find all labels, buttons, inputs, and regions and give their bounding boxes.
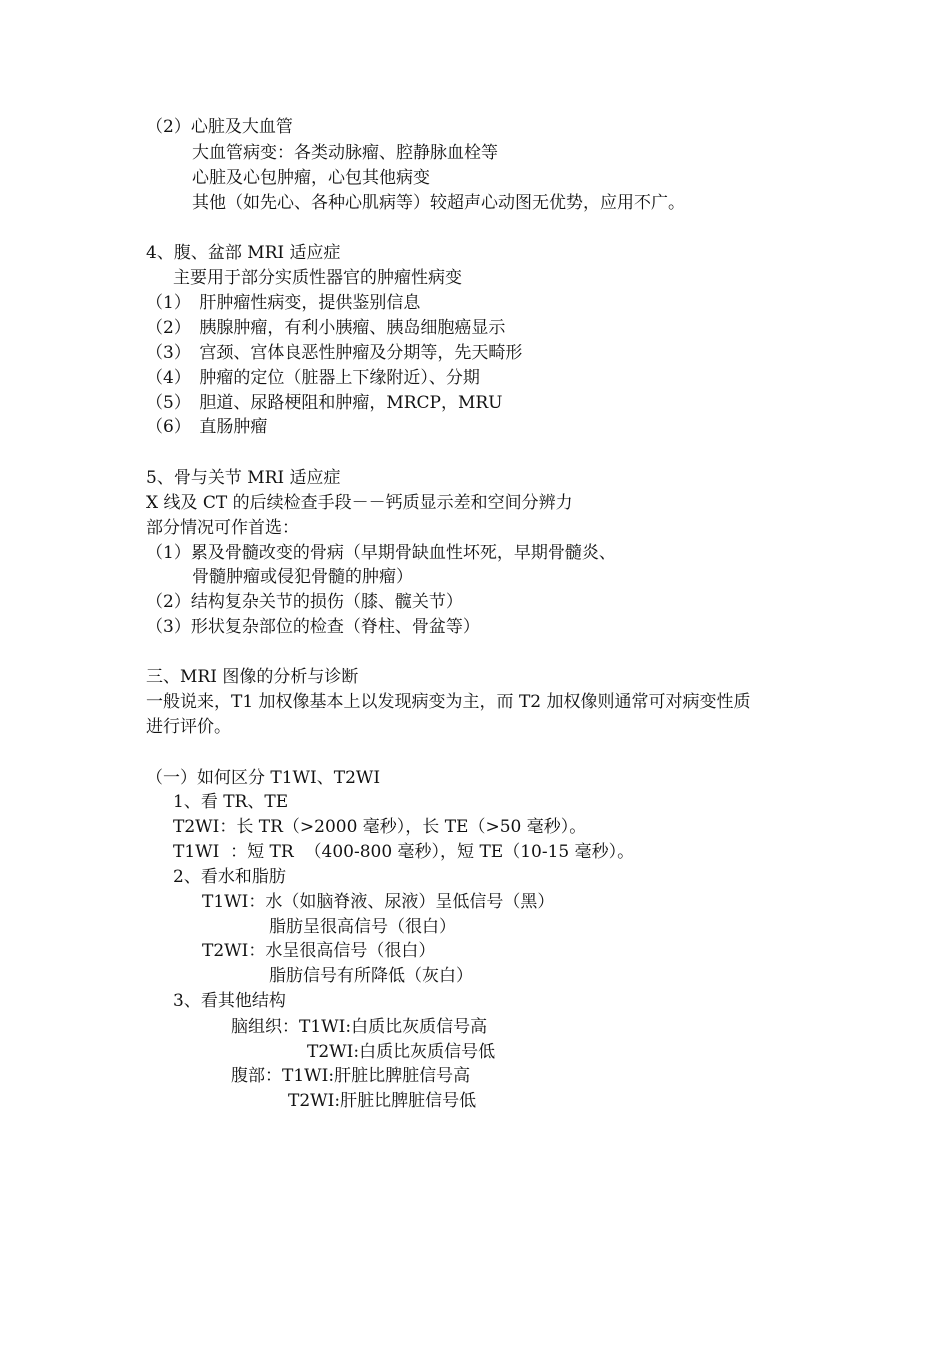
- list-item: （6） 直肠肿瘤: [146, 417, 268, 437]
- subsection-heading: （一）如何区分 T1WI、T2WI: [146, 768, 381, 788]
- text-line: 骨髓肿瘤或侵犯骨髓的肿瘤）: [192, 567, 413, 587]
- text-line: T1WI：水（如脑脊液、尿液）呈低信号（黑）: [202, 892, 555, 912]
- list-item: （1）累及骨髓改变的骨病（早期骨缺血性坏死，早期骨髓炎、: [146, 543, 616, 563]
- text-line: 大血管病变：各类动脉瘤、腔静脉血栓等: [192, 143, 498, 163]
- text-line: 一般说来，T1 加权像基本上以发现病变为主，而 T2 加权像则通常可对病变性质: [146, 692, 751, 712]
- chapter-heading: 三、MRI 图像的分析与诊断: [146, 667, 359, 687]
- text-line: X 线及 CT 的后续检查手段－－钙质显示差和空间分辨力: [146, 493, 573, 513]
- text-line: 脑组织：T1WI:白质比灰质信号高: [231, 1017, 488, 1037]
- text-line: 腹部：T1WI:肝脏比脾脏信号高: [231, 1066, 471, 1086]
- text-line: 脂肪信号有所降低（灰白）: [269, 966, 473, 986]
- text-line: 心脏及心包肿瘤，心包其他病变: [192, 168, 430, 188]
- list-item: （3） 宫颈、宫体良恶性肿瘤及分期等，先天畸形: [146, 343, 523, 363]
- subsection-heading: （2）心脏及大血管: [146, 117, 293, 137]
- list-item: （4） 肿瘤的定位（脏器上下缘附近）、分期: [146, 368, 480, 388]
- text-line: T1WI ：短 TR （400-800 毫秒），短 TE（10-15 毫秒）。: [173, 842, 635, 862]
- section-heading: 5、骨与关节 MRI 适应症: [146, 468, 341, 488]
- text-line: T2WI:肝脏比脾脏信号低: [288, 1091, 477, 1111]
- text-line: 2、看水和脂肪: [173, 867, 286, 887]
- text-line: T2WI：长 TR（>2000 毫秒），长 TE（>50 毫秒）。: [173, 817, 587, 837]
- text-line: T2WI：水呈很高信号（很白）: [202, 941, 436, 961]
- text-line: 其他（如先心、各种心肌病等）较超声心动图无优势，应用不广。: [192, 193, 685, 213]
- list-item: （2） 胰腺肿瘤，有利小胰瘤、胰岛细胞癌显示: [146, 318, 506, 338]
- text-line: 3、看其他结构: [173, 991, 286, 1011]
- text-line: T2WI:白质比灰质信号低: [307, 1042, 496, 1062]
- list-item: （1） 肝肿瘤性病变，提供鉴别信息: [146, 293, 421, 313]
- list-item: （5） 胆道、尿路梗阻和肿瘤，MRCP，MRU: [146, 393, 503, 413]
- section-heading: 4、腹、盆部 MRI 适应症: [146, 243, 341, 263]
- text-line: 1、看 TR、TE: [173, 792, 289, 812]
- text-line: 脂肪呈很高信号（很白）: [269, 917, 456, 937]
- list-item: （3）形状复杂部位的检查（脊柱、骨盆等）: [146, 617, 480, 637]
- list-item: （2）结构复杂关节的损伤（膝、髋关节）: [146, 592, 463, 612]
- text-line: 部分情况可作首选：: [146, 518, 299, 538]
- text-line: 主要用于部分实质性器官的肿瘤性病变: [173, 268, 462, 288]
- text-line: 进行评价。: [146, 717, 231, 737]
